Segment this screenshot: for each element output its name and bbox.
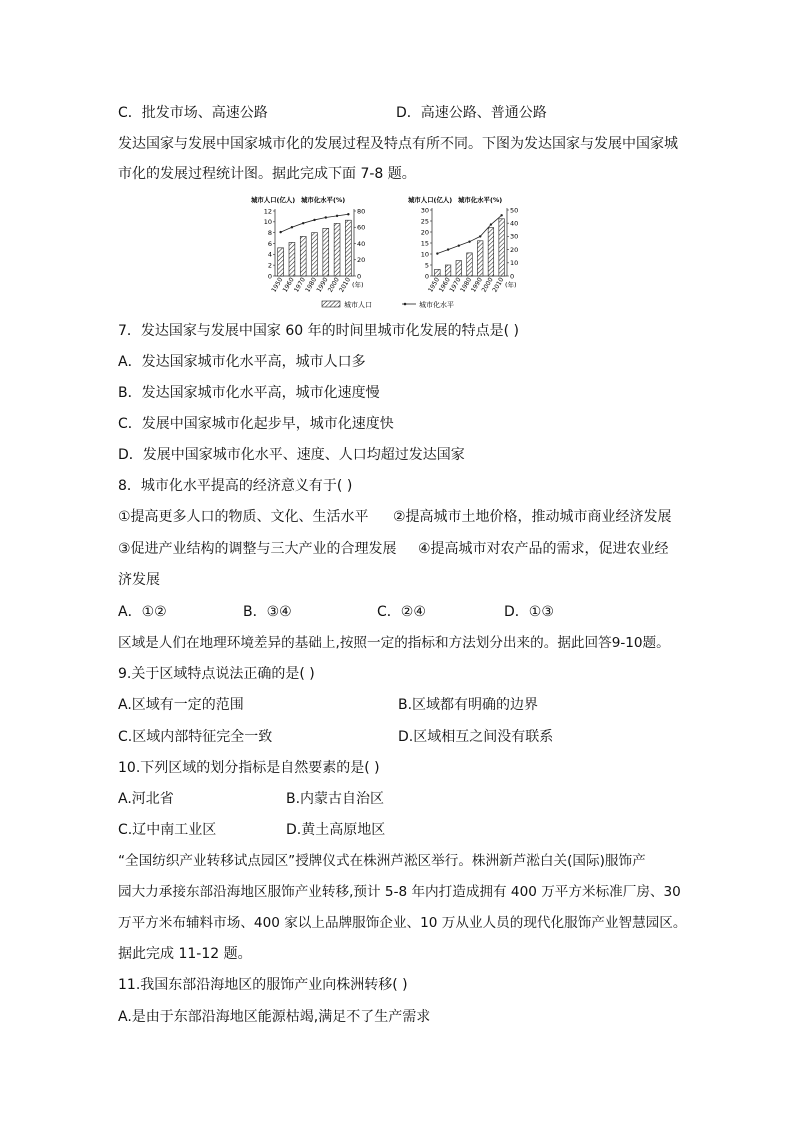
x-tick-label: 2010 bbox=[491, 276, 506, 294]
bar-1970 bbox=[300, 236, 306, 276]
q8-option-b: B．③④ bbox=[243, 604, 292, 620]
q10-option-d: D.黄土高原地区 bbox=[286, 822, 386, 838]
q11-stem: 11.我国东部沿海地区的服饰产业向株洲转移( ) bbox=[118, 977, 408, 993]
intro-11-12-line3: 万平方米布辅料市场、400 家以上品牌服饰企业、10 万从业人员的现代化服饰产业智慧园区。 bbox=[118, 915, 687, 931]
bar-1950 bbox=[435, 269, 441, 276]
bar-1960 bbox=[289, 242, 295, 276]
left-tick-label: 8 bbox=[267, 228, 272, 237]
intro-11-12-line1: “全国纺织产业转移试点园区”授牌仪式在株洲芦淞区举行。株洲新芦淞白关(国际)服饰产 bbox=[118, 853, 646, 869]
intro-7-8-line2: 市化的发展过程统计图。据此完成下面 7-8 题。 bbox=[118, 166, 416, 182]
q9-option-d: D.区域相互之间没有联系 bbox=[398, 729, 554, 745]
right-tick-label: 80 bbox=[357, 207, 366, 216]
q9-option-a: A.区域有一定的范围 bbox=[118, 697, 244, 713]
right-tick-label: 30 bbox=[510, 232, 519, 241]
q6-option-c: C．批发市场、高速公路 bbox=[118, 105, 268, 121]
bar-2010 bbox=[499, 219, 505, 276]
x-tick-label: 1980 bbox=[459, 276, 474, 294]
right-tick-label: 40 bbox=[357, 239, 366, 248]
q9-stem: 9.关于区域特点说法正确的是( ) bbox=[118, 666, 315, 682]
bar-2000 bbox=[334, 223, 340, 276]
q8-stem: 8．城市化水平提高的经济意义有于( ) bbox=[118, 478, 353, 494]
left-tick-label: 20 bbox=[420, 228, 429, 237]
q9-option-c: C.区域内部特征完全一致 bbox=[118, 729, 273, 745]
x-unit-label: (年) bbox=[505, 281, 517, 289]
bar-2010 bbox=[345, 220, 351, 276]
legend-line-marker bbox=[404, 303, 407, 306]
bar-2000 bbox=[488, 228, 494, 276]
left-tick-label: 5 bbox=[424, 261, 429, 270]
left-tick-label: 25 bbox=[420, 217, 429, 226]
bar-1950 bbox=[278, 248, 284, 276]
x-tick-label: 1960 bbox=[437, 276, 452, 294]
right-tick-label: 10 bbox=[510, 259, 519, 268]
q8-statement-3: ③促进产业结构的调整与三大产业的合理发展 bbox=[118, 541, 397, 557]
left-tick-label: 12 bbox=[263, 207, 272, 216]
bar-1980 bbox=[467, 253, 473, 276]
right-tick-label: 20 bbox=[357, 256, 366, 265]
left-tick-label: 0 bbox=[424, 272, 429, 281]
x-tick-label: 1970 bbox=[293, 276, 307, 294]
q10-option-b: B.内蒙古自治区 bbox=[286, 791, 385, 807]
bar-1990 bbox=[323, 228, 329, 276]
q11-option-a: A.是由于东部沿海地区能源枯竭,满足不了生产需求 bbox=[118, 1009, 431, 1025]
q8-option-c: C．②④ bbox=[377, 604, 426, 620]
q9-option-b: B.区域都有明确的边界 bbox=[398, 697, 539, 713]
q8-statement-4: ④提高城市对农产品的需求，促进农业经 bbox=[418, 541, 669, 557]
left-axis-title: 城市人口(亿人) bbox=[251, 196, 296, 204]
right-axis-title: 城市化水平(%) bbox=[301, 196, 346, 204]
left-axis-title: 城市人口(亿人) bbox=[408, 196, 453, 204]
x-unit-label: (年) bbox=[352, 281, 364, 289]
q10-option-a: A.河北省 bbox=[118, 791, 174, 807]
q6-option-d: D．高速公路、普通公路 bbox=[396, 105, 547, 121]
x-tick-label: 2000 bbox=[326, 276, 341, 294]
intro-11-12-line2: 园大力承接东部沿海地区服饰产业转移,预计 5-8 年内打造成拥有 400 万平方米标准厂房、30 bbox=[118, 884, 681, 900]
x-tick-label: 1960 bbox=[281, 276, 296, 294]
q8-option-a: A．①② bbox=[118, 604, 167, 620]
intro-9-10: 区域是人们在地理环境差异的基础上,按照一定的指标和方法划分出来的。据此回答9-10题。 bbox=[118, 635, 670, 651]
legend-line-label: 城市化水平 bbox=[419, 301, 454, 309]
x-tick-label: 1990 bbox=[470, 276, 484, 294]
x-tick-label: 1950 bbox=[427, 276, 442, 294]
x-tick-label: 1950 bbox=[270, 276, 285, 294]
intro-7-8-line1: 发达国家与发展中国家城市化的发展过程及特点有所不同。下图为发达国家与发展中国家城 bbox=[118, 136, 678, 152]
left-tick-label: 10 bbox=[263, 218, 272, 227]
left-tick-label: 10 bbox=[420, 250, 429, 259]
legend-bar-label: 城市人口 bbox=[344, 301, 372, 309]
q8-statement-1: ①提高更多人口的物质、文化、生活水平 bbox=[118, 509, 369, 525]
q8-option-d: D．①③ bbox=[504, 604, 554, 620]
left-tick-label: 6 bbox=[267, 239, 272, 248]
right-axis-title: 城市化水平(%) bbox=[458, 196, 503, 204]
intro-11-12-line4: 据此完成 11-12 题。 bbox=[118, 946, 252, 962]
q7-option-d: D．发展中国家城市化水平、速度、人口均超过发达国家 bbox=[118, 447, 465, 463]
q7-option-a: A．发达国家城市化水平高，城市人口多 bbox=[118, 354, 366, 370]
q7-stem: 7．发达国家与发展中国家 60 年的时间里城市化发展的特点是( ) bbox=[118, 323, 519, 339]
x-tick-label: 1980 bbox=[304, 276, 319, 294]
left-tick-label: 30 bbox=[420, 206, 429, 215]
q10-option-c: C.辽中南工业区 bbox=[118, 822, 217, 838]
left-tick-label: 4 bbox=[267, 250, 272, 259]
bar-1980 bbox=[312, 233, 318, 276]
figure-legend bbox=[322, 300, 454, 309]
right-tick-label: 60 bbox=[357, 223, 366, 232]
right-tick-label: 0 bbox=[510, 272, 515, 281]
right-tick-label: 50 bbox=[510, 206, 519, 215]
bar-1970 bbox=[456, 261, 462, 276]
x-tick-label: 2000 bbox=[480, 276, 495, 294]
urbanization-figure bbox=[250, 191, 530, 315]
bar-1990 bbox=[477, 241, 483, 276]
q7-option-c: C．发展中国家城市化起步早，城市化速度快 bbox=[118, 416, 394, 432]
left-tick-label: 2 bbox=[267, 261, 272, 270]
right-tick-label: 20 bbox=[510, 245, 519, 254]
x-tick-label: 2010 bbox=[338, 276, 353, 294]
developed-countries-chart bbox=[251, 195, 365, 294]
legend-bar-swatch bbox=[322, 301, 340, 307]
right-tick-label: 40 bbox=[510, 219, 519, 228]
left-tick-label: 15 bbox=[420, 239, 429, 248]
q7-option-b: B．发达国家城市化水平高，城市化速度慢 bbox=[118, 385, 380, 401]
right-tick-label: 0 bbox=[357, 272, 362, 281]
left-tick-label: 0 bbox=[267, 272, 272, 281]
developing-countries-chart bbox=[408, 195, 518, 294]
q10-stem: 10.下列区域的划分指标是自然要素的是( ) bbox=[118, 760, 380, 776]
q8-statement-4-cont: 济发展 bbox=[118, 572, 160, 588]
q8-statement-2: ②提高城市土地价格，推动城市商业经济发展 bbox=[393, 509, 672, 525]
bar-1960 bbox=[445, 265, 451, 276]
x-tick-label: 1990 bbox=[315, 276, 330, 294]
x-tick-label: 1970 bbox=[448, 276, 463, 294]
